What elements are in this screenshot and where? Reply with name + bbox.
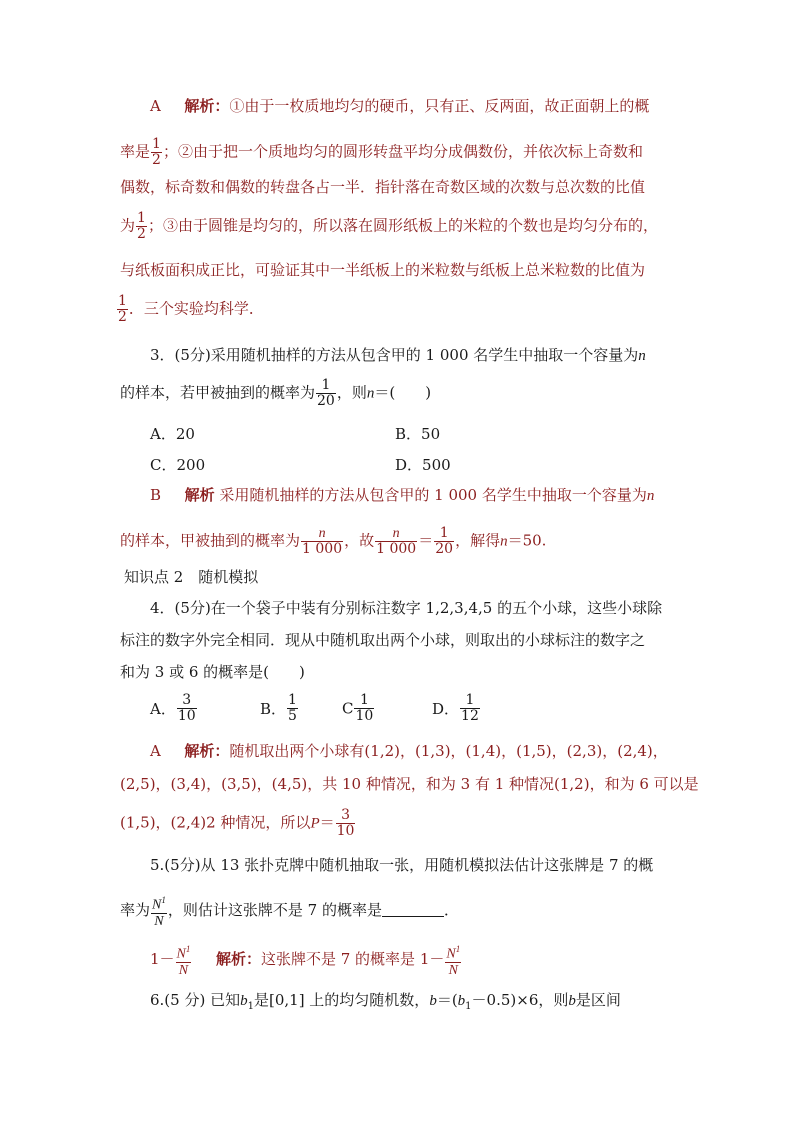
q2-solution-label: 解析：: [184, 97, 230, 115]
q2-solution-answer: A: [150, 97, 161, 115]
fraction-numerator: n: [375, 526, 417, 542]
answer-blank[interactable]: [382, 902, 444, 917]
q2-solution-text-4b: ；③由于圆锥是均匀的，所以落在圆形纸板上的米粒的个数也是均匀分布的，: [147, 216, 658, 235]
q2-solution-text-2a: 率是: [120, 142, 151, 161]
q5-question-line-1: [150, 855, 653, 875]
q4-solution-text-1: 随机取出两个小球有(1,2)，(1,3)，(1,4)，(1,5)，(2,3)，(2,4)，: [229, 742, 668, 760]
q4-text-3: 和为 3 或 6 的概率是( ): [120, 663, 305, 681]
fraction-denominator: 10: [336, 823, 355, 839]
section-title: [124, 567, 258, 587]
q3-option-a[interactable]: [150, 423, 195, 444]
fraction-one-half: [117, 294, 128, 325]
option-label: A．: [150, 425, 176, 443]
superscript: 1: [161, 895, 166, 905]
option-label: B．: [260, 700, 287, 718]
q3-option-b[interactable]: [395, 423, 440, 444]
fraction-numerator: n: [301, 526, 343, 542]
q4-text-1: 4．(5分)在一个袋子中装有分别标注数字 1,2,3,4,5 的五个小球，这些小球除: [150, 599, 663, 617]
q6-text-1b: 是[0,1] 上的均匀随机数，: [253, 991, 430, 1009]
q3-solution-text-2a: 的样本，甲被抽到的概率为: [120, 531, 301, 550]
q5-text-1: 5.(5分)从 13 张扑克牌中随机抽取一张，用随机模拟法估计这张牌是 7 的概: [150, 856, 654, 874]
q5-solution-line: [150, 942, 462, 978]
superscript: 1: [185, 944, 191, 954]
q2-solution-line-3: [120, 177, 645, 197]
fraction-denominator: 10: [355, 708, 374, 724]
fraction-denominator: 20: [317, 393, 335, 409]
q4-option-c[interactable]: [342, 693, 375, 724]
q3-text-1: 3．(5分)采用随机抽样的方法从包含甲的 1 000 名学生中抽取一个容量为: [150, 346, 639, 364]
q5-solution-label: 解析：: [215, 949, 261, 968]
option-label: A．: [150, 700, 176, 718]
subscript: 1: [465, 1001, 472, 1012]
option-value: 50: [421, 425, 441, 443]
fraction-denominator: 1 000: [376, 541, 417, 557]
fraction-denominator: N: [448, 962, 458, 978]
fraction-numerator: N: [152, 897, 162, 913]
var-b: b: [240, 993, 248, 1009]
fraction-denominator: 10: [177, 708, 196, 724]
fraction-numerator: 3: [177, 693, 197, 709]
fraction-n-over-1000: [301, 526, 343, 557]
q3-solution-answer: B: [150, 486, 162, 504]
q4-solution-line-2: [120, 774, 699, 794]
q4-option-b[interactable]: [260, 693, 299, 724]
q3-solution-text-1: 采用随机抽样的方法从包含甲的 1 000 名学生中抽取一个容量为: [219, 486, 647, 504]
q3-text-2c: ＝( ): [374, 383, 432, 402]
fraction-denominator: 1 000: [302, 541, 343, 557]
q4-question-line-3: [120, 662, 305, 682]
q4-question-line-1: [150, 598, 662, 618]
q3-solution-text-2d: ＝50.: [507, 531, 547, 550]
q3-question-line-2: [120, 378, 431, 409]
q3-option-d[interactable]: [395, 454, 451, 475]
fraction-numerator: 1: [460, 693, 480, 709]
fraction-numerator: 1: [288, 692, 297, 708]
q4-question-line-2: [120, 630, 645, 650]
option-label: C．: [150, 456, 177, 474]
q2-solution-line-4: [120, 211, 658, 242]
q6-text-1e: 是区间: [575, 991, 621, 1009]
q3-solution-line-1: [150, 485, 654, 506]
q2-solution-text-5: 与纸板面积成正比，可验证其中一半纸板上的米粒数与纸板上总米粒数的比值为: [120, 261, 646, 279]
q3-solution-text-2b: ，故: [344, 531, 375, 550]
q5-question-line-2: [120, 893, 459, 929]
fraction-n1-over-n: [445, 942, 461, 978]
q2-solution-line-2: [120, 137, 643, 168]
var-b: b: [568, 993, 576, 1009]
fraction-n1-over-n: [176, 942, 192, 978]
fraction-one-half: [136, 211, 147, 242]
option-fraction: [177, 693, 197, 724]
q2-solution-text-4a: 为: [120, 216, 136, 235]
option-value: 20: [175, 425, 195, 443]
q2-solution-line-6: [116, 294, 264, 325]
fraction-denominator: N: [178, 962, 189, 978]
q6-question-line-1: [150, 990, 621, 1017]
fraction-denominator: 5: [288, 708, 297, 724]
superscript: 1: [455, 944, 461, 954]
q2-solution-text-1: ①由于一枚质地均匀的硬币，只有正、反两面，故正面朝上的概: [229, 97, 650, 115]
option-value: 500: [422, 456, 451, 474]
q4-solution-text-3a: (1,5)，(2,4)2 种情况，所以: [120, 813, 311, 832]
var-n: n: [646, 488, 655, 504]
fraction-numerator: 3: [336, 808, 356, 824]
q6-text-1d: －0.5)×6，则: [471, 991, 569, 1009]
q2-solution-text-2b: ；②由于把一个质地均匀的圆形转盘平均分成偶数份，并依次标上奇数和: [162, 142, 643, 161]
q4-option-d[interactable]: [432, 693, 481, 724]
fraction-n-over-1000: [375, 526, 417, 557]
q5-text-2b: ，则估计这张牌不是 7 的概率是: [167, 900, 382, 919]
q2-solution-line-5: [120, 260, 645, 280]
var-n: n: [638, 348, 646, 364]
q3-text-2a: 的样本，若甲被抽到的概率为: [120, 383, 316, 402]
q4-text-2: 标注的数字外完全相同．现从中随机取出两个小球，则取出的小球标注的数字之: [120, 631, 646, 649]
q4-solution-answer: A: [150, 742, 161, 760]
option-label: C: [342, 699, 354, 718]
q4-option-a[interactable]: [150, 693, 198, 724]
q5-text-2c: ．: [443, 900, 459, 919]
option-label: D．: [432, 700, 460, 718]
fraction-three-tenths: [336, 808, 356, 839]
fraction-numerator: 1: [316, 378, 336, 394]
option-label: B．: [395, 425, 422, 443]
q3-option-c[interactable]: [150, 454, 205, 475]
option-value: 200: [176, 456, 206, 474]
fraction-denominator: 2: [137, 226, 146, 242]
q4-solution-label: 解析：: [184, 742, 230, 760]
q5-text-2a: 率为: [120, 900, 151, 919]
fraction-numerator: N: [446, 946, 456, 962]
q3-solution-line-2: [120, 526, 546, 557]
subscript: 1: [247, 1001, 254, 1012]
section-title-text: 知识点 2 随机模拟: [124, 568, 259, 586]
option-label: D．: [395, 456, 423, 474]
fraction-denominator: 2: [118, 309, 127, 325]
q5-solution-text: 这张牌不是 7 的概率是 1－: [260, 949, 445, 968]
q3-solution-text-2c: ，解得: [455, 531, 501, 550]
option-fraction: [287, 693, 298, 724]
option-fraction: [460, 693, 480, 724]
equals-sign: ＝: [418, 531, 434, 550]
fraction-numerator: 1: [137, 210, 146, 226]
q2-solution-line-1: [150, 96, 649, 116]
fraction-denominator: 2: [152, 152, 161, 168]
fraction-denominator: 12: [461, 708, 479, 724]
fraction-numerator: 1: [354, 693, 374, 709]
q3-solution-label: 解析: [184, 486, 215, 504]
q2-solution-text-6b: ．三个实验均科学．: [128, 299, 264, 318]
q4-solution-line-1: [150, 741, 668, 761]
q3-text-2b: ，则: [336, 383, 367, 402]
var-n: n: [500, 533, 508, 550]
fraction-numerator: 1: [152, 136, 161, 152]
fraction-one-half: [151, 137, 162, 168]
fraction-n1-over-n: [151, 893, 167, 929]
q6-text-1c: ＝(: [436, 991, 458, 1009]
q2-solution-text-3: 偶数，标奇数和偶数的转盘各占一半．指针落在奇数区域的次数与总次数的比值: [120, 178, 646, 196]
fraction-one-twentieth: [316, 378, 336, 409]
q3-question-line-1: [150, 345, 646, 366]
fraction-one-twentieth: [434, 526, 454, 557]
q4-solution-text-3b: ＝: [319, 813, 335, 832]
option-fraction: [354, 693, 374, 724]
fraction-numerator: 1: [434, 526, 454, 542]
q4-solution-line-3: [120, 808, 356, 839]
fraction-denominator: N: [154, 913, 164, 929]
q4-solution-text-2: (2,5)，(3,4)，(3,5)，(4,5)，共 10 种情况，和为 3 有 1 种情况(1,2)，和为 6 可以是: [120, 775, 699, 793]
q6-text-1a: 6.(5 分) 已知: [150, 991, 241, 1009]
var-n: n: [366, 385, 375, 402]
fraction-numerator: N: [176, 946, 186, 962]
q5-solution-answer-prefix: 1－: [150, 949, 175, 968]
fraction-numerator: 1: [118, 293, 127, 309]
var-b: b: [429, 993, 437, 1009]
var-b: b: [457, 993, 466, 1009]
fraction-denominator: 20: [435, 541, 454, 557]
var-p: P: [310, 815, 320, 832]
